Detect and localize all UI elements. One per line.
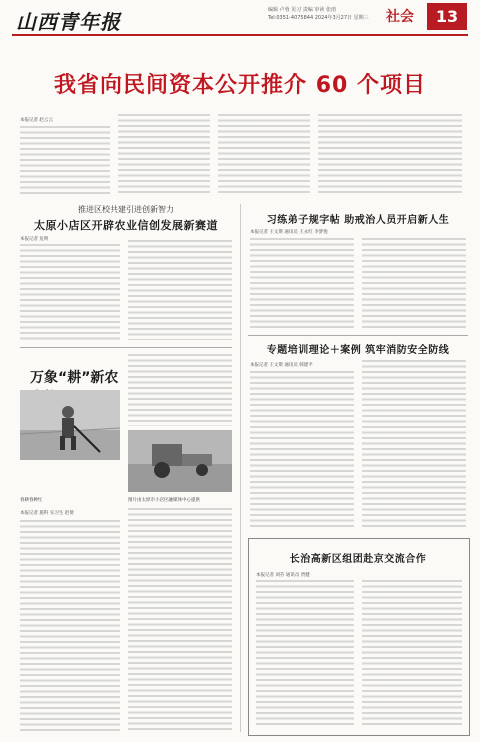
story3-text-col1 [20,520,120,732]
farmer-photo [20,390,120,460]
story3-text-top [128,354,232,426]
story6-text-col1 [256,580,354,728]
masthead-info-line2: Tel:0351-4075844 2024年3月27日 星期三 [268,15,369,21]
story4-title: 习练弟子规字帖 助戒治人员开启新人生 [266,215,450,226]
story2-byline: 本报记者 危明 [20,237,49,242]
story6-byline: 本报记者 刘芬 通讯员 贾健 [256,573,310,578]
story4-byline: 本报记者 王文斯 通讯员 王永红 李梦悦 [250,230,328,235]
section-label: 社会 [386,9,414,25]
newspaper-logo: 山西青年报 [16,10,121,34]
story6-title: 长治高新区组团赴京交流合作 [289,554,427,565]
photo-caption-left: 春耕春种忙 [20,498,43,503]
story5-text-col2 [362,360,466,529]
story4-text-col2 [362,238,466,328]
story-divider [20,347,232,348]
story1-text-col1 [20,126,110,196]
column-divider [240,204,241,732]
masthead-info-line1: 编辑 卢蓉 见习 责编 审读 张雨 [268,7,336,13]
machine-photo-image [128,430,232,492]
story1-byline: 本报记者 赵云云 [20,118,53,123]
story4-text-col1 [250,238,354,328]
lead-headline: 我省向民间资本公开推介 60 个项目 [54,73,426,98]
story5-title: 专题培训理论＋案例 筑牢消防安全防线 [266,345,450,356]
story1-text-col2 [118,114,210,196]
story5-text-col1 [250,371,354,529]
masthead-info [268,6,369,22]
story1-text-col4 [318,114,462,196]
story5-byline: 本报记者 王文斯 通讯员 韩建平 [250,363,313,368]
story1-text-col3 [218,114,310,196]
story2-title: 太原小店区开辟农业信创发展新赛道 [34,219,218,232]
story6-text-col2 [362,580,462,728]
machine-photo [128,430,232,492]
story-divider [248,335,468,336]
story2-subtitle: 推进区校共建引进创新智力 [78,205,174,214]
story3-title: 万象“耕”新农 [30,370,119,386]
masthead-rule [12,34,468,36]
farmer-photo-image [20,390,120,460]
page-number: 13 [427,3,467,30]
story3-byline: 本报记者 施科 实习生 赵倩 [20,511,74,516]
story2-text-col1 [20,244,120,340]
story2-text-col2 [128,240,232,340]
photo-caption-right: 图片由太原市小店区融媒体中心提供 [128,498,200,503]
story3-text-col2 [128,508,232,732]
